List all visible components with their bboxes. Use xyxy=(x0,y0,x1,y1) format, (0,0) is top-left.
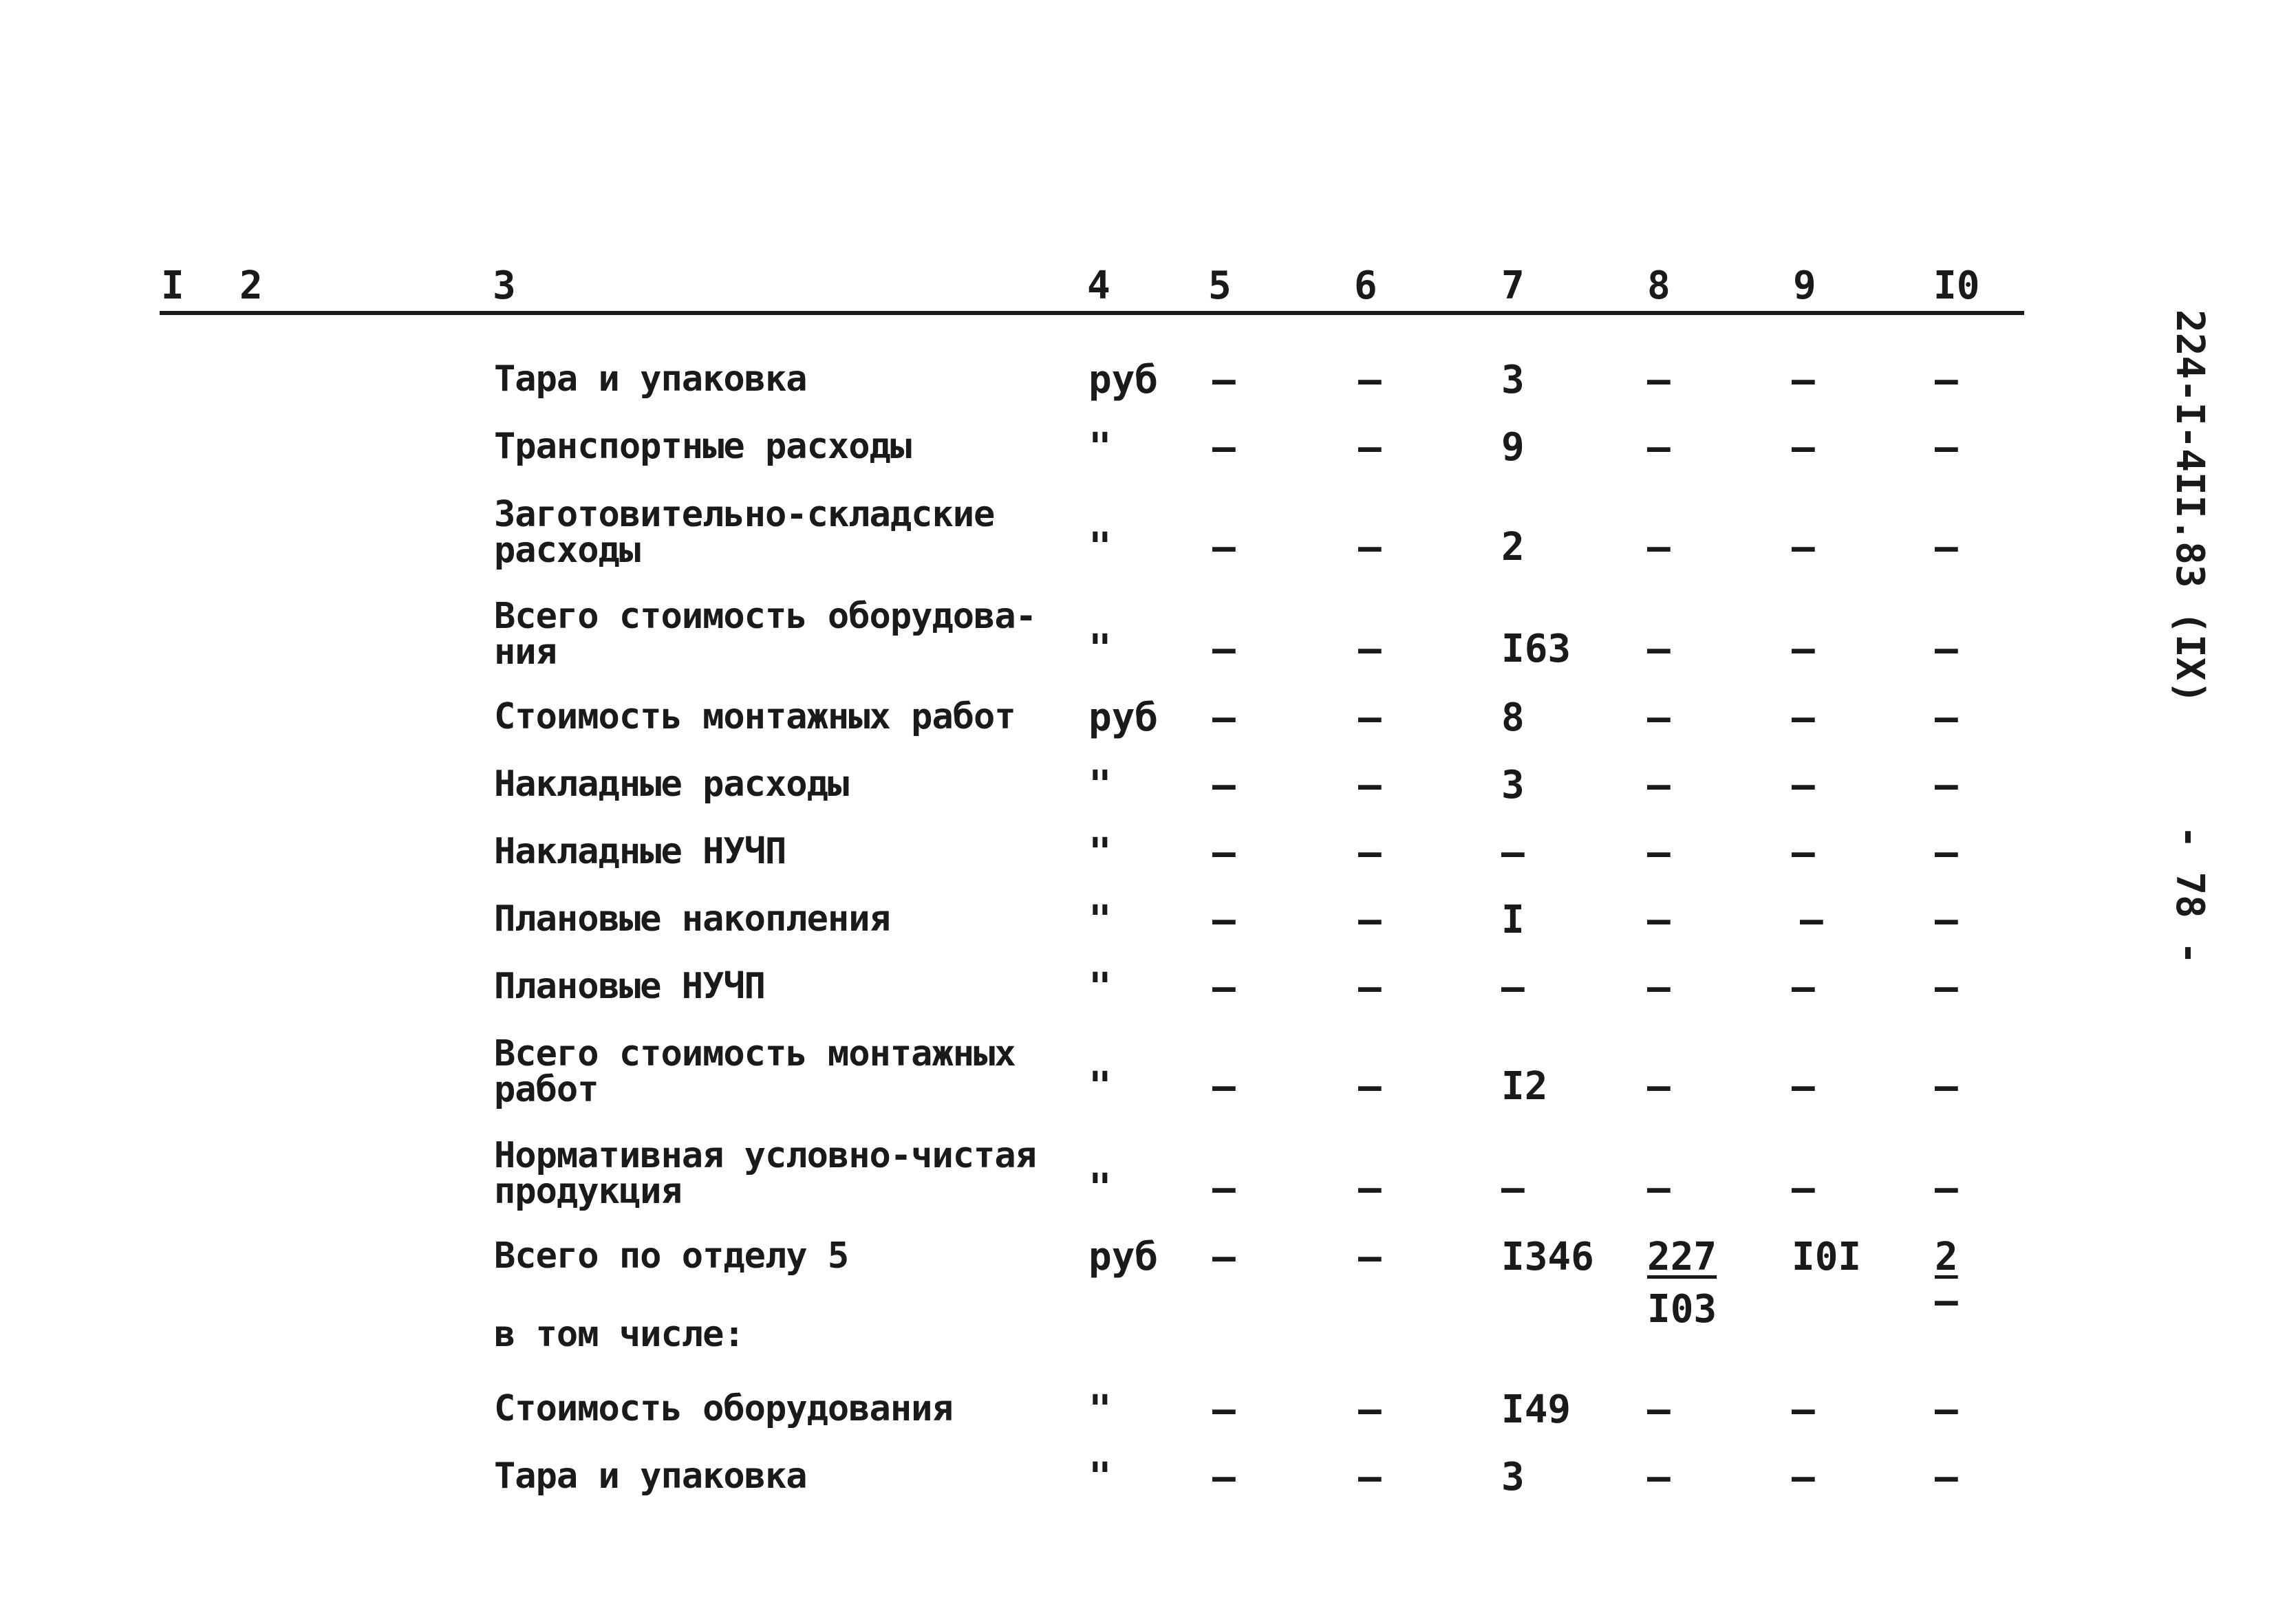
row-col6: – xyxy=(1358,358,1382,402)
row-col8: – xyxy=(1647,965,1671,1010)
row-unit: " xyxy=(1088,627,1112,671)
page-number: - 78 - xyxy=(2167,825,2212,965)
row-col8: – xyxy=(1647,830,1671,875)
col-header-1: I xyxy=(161,263,184,308)
row-name: Стоимость монтажных работ xyxy=(494,696,1016,737)
row-name: Всего стоимость монтажных работ xyxy=(494,1033,1016,1110)
row-col5: – xyxy=(1212,763,1236,808)
row-name: Тара и упаковка xyxy=(494,358,807,400)
row-col7: I49 xyxy=(1501,1387,1571,1432)
row-col7: I63 xyxy=(1501,627,1571,671)
row-col10: – xyxy=(1935,425,1958,470)
col-header-5: 5 xyxy=(1208,263,1232,308)
row-col6: – xyxy=(1358,627,1382,671)
row-unit: руб xyxy=(1088,358,1159,402)
row-col5: – xyxy=(1212,1064,1236,1109)
row-name: Заготовительно-складские расходы xyxy=(494,494,995,571)
row-col8: – xyxy=(1647,695,1671,740)
row-col10: – xyxy=(1935,358,1958,402)
row-unit: " xyxy=(1088,898,1112,942)
row-col9: I0I xyxy=(1792,1235,1862,1279)
row-col9: – xyxy=(1792,1064,1815,1109)
row-col6: – xyxy=(1358,695,1382,740)
row-unit: " xyxy=(1088,763,1112,808)
row-col6: – xyxy=(1358,965,1382,1010)
row-col10: – xyxy=(1935,898,1958,942)
row-col7: 3 xyxy=(1501,1455,1525,1500)
row-col5: – xyxy=(1212,1166,1236,1211)
document-code: 224-I-4II.83 (IX) xyxy=(2167,310,2212,704)
row-col8: – xyxy=(1647,425,1671,470)
row-col7: 8 xyxy=(1501,695,1525,740)
row-col7: – xyxy=(1501,965,1525,1010)
row-col6: – xyxy=(1358,1166,1382,1211)
row-name: в том числе: xyxy=(494,1314,744,1355)
row-col8: – xyxy=(1647,763,1671,808)
row-col5: – xyxy=(1212,1235,1236,1279)
row-unit: " xyxy=(1088,525,1112,570)
col-header-3: 3 xyxy=(493,263,516,308)
row-col9: – xyxy=(1792,358,1815,402)
row-col9: – xyxy=(1792,763,1815,808)
row-name: Всего по отделу 5 xyxy=(494,1235,849,1277)
row-col6: – xyxy=(1358,1387,1382,1432)
row-col7: 3 xyxy=(1501,358,1525,402)
col-header-4: 4 xyxy=(1087,263,1110,308)
row-col6: – xyxy=(1358,425,1382,470)
row-col10: – xyxy=(1935,1455,1958,1500)
row-col10: – xyxy=(1935,763,1958,808)
row-col8: – xyxy=(1647,627,1671,671)
header-rule xyxy=(160,311,2024,315)
row-col7: I346 xyxy=(1501,1235,1594,1279)
row-col10: – xyxy=(1935,695,1958,740)
row-name: Транспортные расходы xyxy=(494,426,912,467)
row-col10: – xyxy=(1935,1166,1958,1211)
row-col5: – xyxy=(1212,695,1236,740)
row-unit: " xyxy=(1088,1455,1112,1500)
row-col6: – xyxy=(1358,1064,1382,1109)
row-name: Плановые накопления xyxy=(494,898,890,940)
row-name: Стоимость оборудования xyxy=(494,1388,953,1429)
col-header-10: I0 xyxy=(1933,263,1980,308)
row-col9: – xyxy=(1792,525,1815,570)
row-col7: I2 xyxy=(1501,1064,1548,1109)
row-col9: – xyxy=(1792,830,1815,875)
row-col8: – xyxy=(1647,1064,1671,1109)
row-unit: " xyxy=(1088,965,1112,1010)
row-col6: – xyxy=(1358,1235,1382,1279)
row-name: Всего стоимость оборудова-ния xyxy=(494,596,1036,673)
row-name: Нормативная условно-чистая продукция xyxy=(494,1135,1036,1212)
row-col9: – xyxy=(1792,1455,1815,1500)
row-name: Тара и упаковка xyxy=(494,1455,807,1497)
row-col9: – xyxy=(1800,898,1823,942)
row-unit: руб xyxy=(1088,695,1159,740)
row-col8: — xyxy=(1647,898,1671,942)
row-col7: – xyxy=(1501,1166,1525,1211)
col-header-7: 7 xyxy=(1501,263,1525,308)
row-col7: – xyxy=(1501,830,1525,875)
row-col8: – xyxy=(1647,525,1671,570)
row-col8: – xyxy=(1647,1387,1671,1432)
col-header-9: 9 xyxy=(1793,263,1816,308)
row-col6: – xyxy=(1358,1455,1382,1500)
row-col10: – xyxy=(1935,965,1958,1010)
row-col9: – xyxy=(1792,627,1815,671)
row-name: Накладные НУЧП xyxy=(494,831,786,872)
row-col5: – xyxy=(1212,1387,1236,1432)
row-unit: " xyxy=(1088,425,1112,470)
row-col5: – xyxy=(1212,525,1236,570)
row-unit: " xyxy=(1088,1166,1112,1211)
row-col7: I xyxy=(1501,898,1525,942)
row-col6: – xyxy=(1358,763,1382,808)
row-col9: – xyxy=(1792,965,1815,1010)
row-col8: – xyxy=(1647,1166,1671,1211)
row-col9: – xyxy=(1792,1166,1815,1211)
row-col5: – xyxy=(1212,965,1236,1010)
row-col5: – xyxy=(1212,627,1236,671)
col-header-8: 8 xyxy=(1647,263,1671,308)
row-col9: – xyxy=(1792,695,1815,740)
row-col10: – xyxy=(1935,627,1958,671)
row-unit: руб xyxy=(1088,1235,1159,1279)
row-unit: " xyxy=(1088,830,1112,875)
row-col8: 227 xyxy=(1647,1235,1717,1279)
row-col10: – xyxy=(1935,830,1958,875)
row-unit: " xyxy=(1088,1387,1112,1432)
row-col5: – xyxy=(1212,1455,1236,1500)
row-col5: – xyxy=(1212,425,1236,470)
row-col5: – xyxy=(1212,830,1236,875)
row-name: Накладные расходы xyxy=(494,764,849,805)
col-header-2: 2 xyxy=(239,263,263,308)
row-col10-denominator: – xyxy=(1935,1279,1958,1323)
row-col9: – xyxy=(1792,1387,1815,1432)
row-col7: 2 xyxy=(1501,525,1525,570)
row-col8: – xyxy=(1647,1455,1671,1500)
row-col10: 2 xyxy=(1935,1235,1958,1279)
row-col7: 3 xyxy=(1501,763,1525,808)
row-col10: – xyxy=(1935,1387,1958,1432)
row-col10: – xyxy=(1935,1064,1958,1109)
row-name: Плановые НУЧП xyxy=(494,966,765,1007)
row-col5: – xyxy=(1212,358,1236,402)
row-col8: – xyxy=(1647,358,1671,402)
row-col6: – xyxy=(1358,898,1382,942)
row-col9: – xyxy=(1792,425,1815,470)
row-col10: – xyxy=(1935,525,1958,570)
row-col8-denominator: I03 xyxy=(1647,1287,1717,1332)
row-col5: – xyxy=(1212,898,1236,942)
row-col6: – xyxy=(1358,525,1382,570)
row-col6: – xyxy=(1358,830,1382,875)
row-unit: " xyxy=(1088,1064,1112,1109)
col-header-6: 6 xyxy=(1354,263,1377,308)
row-col7: 9 xyxy=(1501,425,1525,470)
